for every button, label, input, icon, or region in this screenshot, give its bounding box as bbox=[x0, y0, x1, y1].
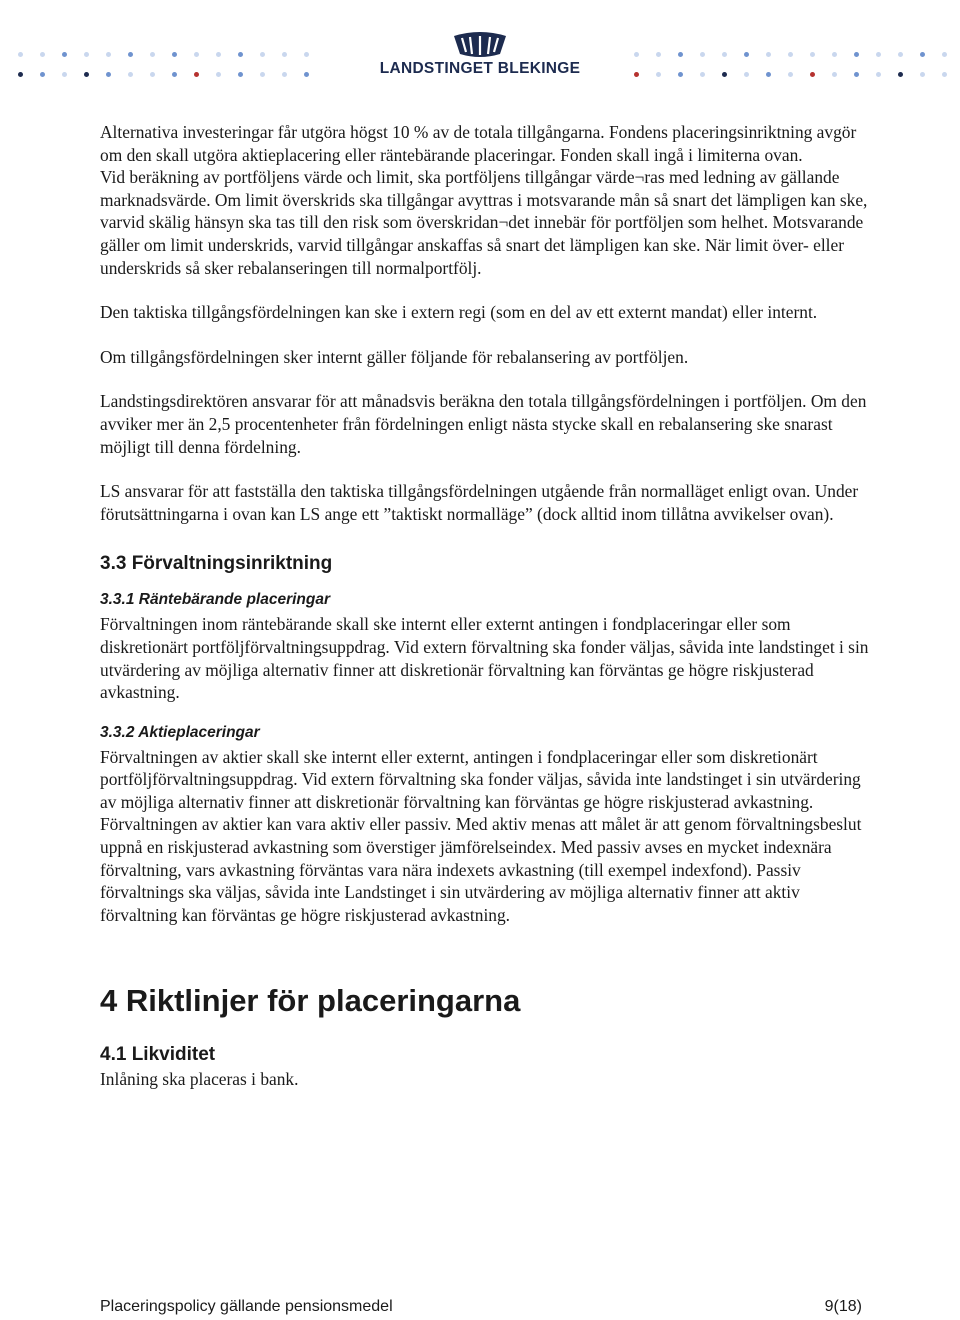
decorative-dot bbox=[304, 72, 309, 77]
decorative-dot bbox=[40, 72, 45, 77]
decorative-dot bbox=[656, 72, 661, 77]
decorative-dot bbox=[18, 72, 23, 77]
paragraph-active-passive: Förvaltningen av aktier kan vara aktiv eller passiv. Med aktiv menas att målet är att genom förvaltningsbeslut uppnå en riskjusterad avkastning som överstiger jämförelseindex. Med passiv avses en mycket indexnära förvaltning, vars avkastning förväntas vara nära indexets avkastning (till exempel indexfond). Passiv förvaltnings ska väljas, såvida inte Landstinget i sin utvärdering av möjliga alternativ finner att aktiv förvaltning kan förväntas ge högre riskjusterad avkastning. bbox=[100, 814, 862, 925]
decorative-dot bbox=[634, 72, 639, 77]
decorative-dot bbox=[172, 52, 177, 57]
decorative-dot bbox=[678, 52, 683, 57]
decorative-dot bbox=[920, 52, 925, 57]
paragraph-portfolio-valuation: Vid beräkning av portföljens värde och limit, ska portföljens tillgångar värde¬ras med ledning av gällande marknadsvärde. Om limit överskrids ska tillgångar avyttras i motsvarande mån så snart det lämpligen kan ske, varvid skälig hänsyn ska tas till den risk som överskridan¬det innebär för portföljen som helhet. Motsvarande gäller om limit underskrids, varvid tillgångar anskaffas så snart det lämpligen kan ske. När limit över- eller underskrids så sker rebalanseringen till normalportfölj. bbox=[100, 167, 868, 278]
decorative-dot bbox=[898, 72, 903, 77]
decorative-dot bbox=[788, 52, 793, 57]
decorative-dot bbox=[282, 72, 287, 77]
decorative-dot bbox=[810, 72, 815, 77]
decorative-dot bbox=[810, 52, 815, 57]
decorative-dot bbox=[942, 52, 947, 57]
logo-text: LANDSTINGET BLEKINGE bbox=[379, 60, 581, 77]
decorative-dot bbox=[678, 72, 683, 77]
decorative-dot bbox=[260, 52, 265, 57]
decorative-dot bbox=[194, 52, 199, 57]
decorative-dot bbox=[260, 72, 265, 77]
paragraph-liquidity: Inlåning ska placeras i bank. bbox=[100, 1069, 299, 1090]
decorative-dot bbox=[832, 72, 837, 77]
decorative-dot bbox=[744, 52, 749, 57]
decorative-dot bbox=[150, 52, 155, 57]
page-footer bbox=[100, 1298, 862, 1316]
decorative-dot bbox=[700, 52, 705, 57]
paragraph-alternative-investments: Alternativa investeringar får utgöra högst 10 % av de totala tillgångarna. Fondens placeringsinriktning avgör om den skall utgöra aktieplacering eller räntebärande placeringar. Fonden skall ingå i limiterna ovan. bbox=[100, 122, 857, 165]
decorative-dot bbox=[876, 72, 881, 77]
decorative-dot bbox=[854, 72, 859, 77]
decorative-dot bbox=[876, 52, 881, 57]
page-header bbox=[0, 0, 960, 100]
decorative-dot bbox=[722, 72, 727, 77]
footer-page-number: 9(18) bbox=[824, 1298, 862, 1315]
decorative-dot bbox=[106, 72, 111, 77]
heading-4: 4 Riktlinjer för placeringarna bbox=[100, 983, 521, 1019]
paragraph-internal-allocation: Om tillgångsfördelningen sker internt gäller följande för rebalansering av portföljen. bbox=[100, 346, 689, 367]
heading-4-1: 4.1 Likviditet bbox=[100, 1044, 216, 1066]
decorative-dot bbox=[40, 52, 45, 57]
decorative-dot bbox=[700, 72, 705, 77]
paragraph-director-responsibility: Landstingsdirektören ansvarar för att månadsvis beräkna den totala tillgångsfördelningen i portföljen. Om den avviker mer än 2,5 procentenheter från fördelningen enligt nästa stycke skall en rebalansering ske snarast möjligt till denna fördelning. bbox=[100, 391, 867, 457]
paragraph-interest-bearing: Förvaltningen inom räntebärande skall ske internt eller externt antingen i fondplaceringar eller som diskretionärt portföljförvaltningsuppdrag. Vid extern förvaltning ska fonder väljas, såvida inte landstinget i sin utvärdering av möjliga alternativ finner att diskretionär förvaltning kan förväntas ge högre riskjusterad avkastning. bbox=[100, 614, 869, 703]
heading-3-3-1: 3.3.1 Räntebärande placeringar bbox=[100, 591, 331, 609]
organization-logo bbox=[378, 30, 582, 86]
decorative-dot bbox=[18, 52, 23, 57]
decorative-dot bbox=[722, 52, 727, 57]
decorative-dot bbox=[172, 72, 177, 77]
decorative-dot bbox=[766, 52, 771, 57]
document-body bbox=[100, 121, 870, 1091]
decorative-dot bbox=[128, 72, 133, 77]
decorative-dot bbox=[282, 52, 287, 57]
decorative-dot bbox=[62, 72, 67, 77]
decorative-dot bbox=[62, 52, 67, 57]
decorative-dot bbox=[84, 72, 89, 77]
decorative-dot bbox=[942, 72, 947, 77]
decorative-dot bbox=[128, 52, 133, 57]
decorative-dot bbox=[898, 52, 903, 57]
decorative-dot bbox=[216, 52, 221, 57]
decorative-dot bbox=[920, 72, 925, 77]
paragraph-ls-responsibility: LS ansvarar för att fastställa den taktiska tillgångsfördelningen utgående från normalläget enligt ovan. Under förutsättningarna i ovan kan LS ange ett ”taktiskt normalläge” (dock alltid inom tillåtna avvikelser ovan). bbox=[100, 481, 859, 524]
decorative-dot bbox=[238, 52, 243, 57]
decorative-dot bbox=[106, 52, 111, 57]
decorative-dot bbox=[766, 72, 771, 77]
heading-3-3-2: 3.3.2 Aktieplaceringar bbox=[100, 723, 260, 741]
paragraph-tactical-allocation: Den taktiska tillgångsfördelningen kan ske i extern regi (som en del av ett externt mandat) eller internt. bbox=[100, 302, 818, 323]
decorative-dot bbox=[744, 72, 749, 77]
decorative-dot bbox=[84, 52, 89, 57]
decorative-dot bbox=[832, 52, 837, 57]
decorative-dot bbox=[634, 52, 639, 57]
decorative-dot bbox=[150, 72, 155, 77]
decorative-dot bbox=[216, 72, 221, 77]
decorative-dot bbox=[238, 72, 243, 77]
heading-3-3: 3.3 Förvaltningsinriktning bbox=[100, 553, 333, 575]
paragraph-equity-management: Förvaltningen av aktier skall ske internt eller externt, antingen i fondplaceringar eller som diskretionärt portföljförvaltningsuppdrag. Vid extern förvaltning ska fonder väljas, såvida inte landstinget i sin utvärdering av möjliga alternativ finner att diskretionär förvaltning kan förväntas ge högre riskjusterad avkastning. bbox=[100, 746, 861, 812]
footer-document-title: Placeringspolicy gällande pensionsmedel bbox=[100, 1298, 393, 1315]
decorative-dot bbox=[854, 52, 859, 57]
decorative-dot bbox=[194, 72, 199, 77]
boat-hull-icon bbox=[450, 30, 510, 58]
decorative-dot bbox=[788, 72, 793, 77]
decorative-dot bbox=[304, 52, 309, 57]
decorative-dot bbox=[656, 52, 661, 57]
